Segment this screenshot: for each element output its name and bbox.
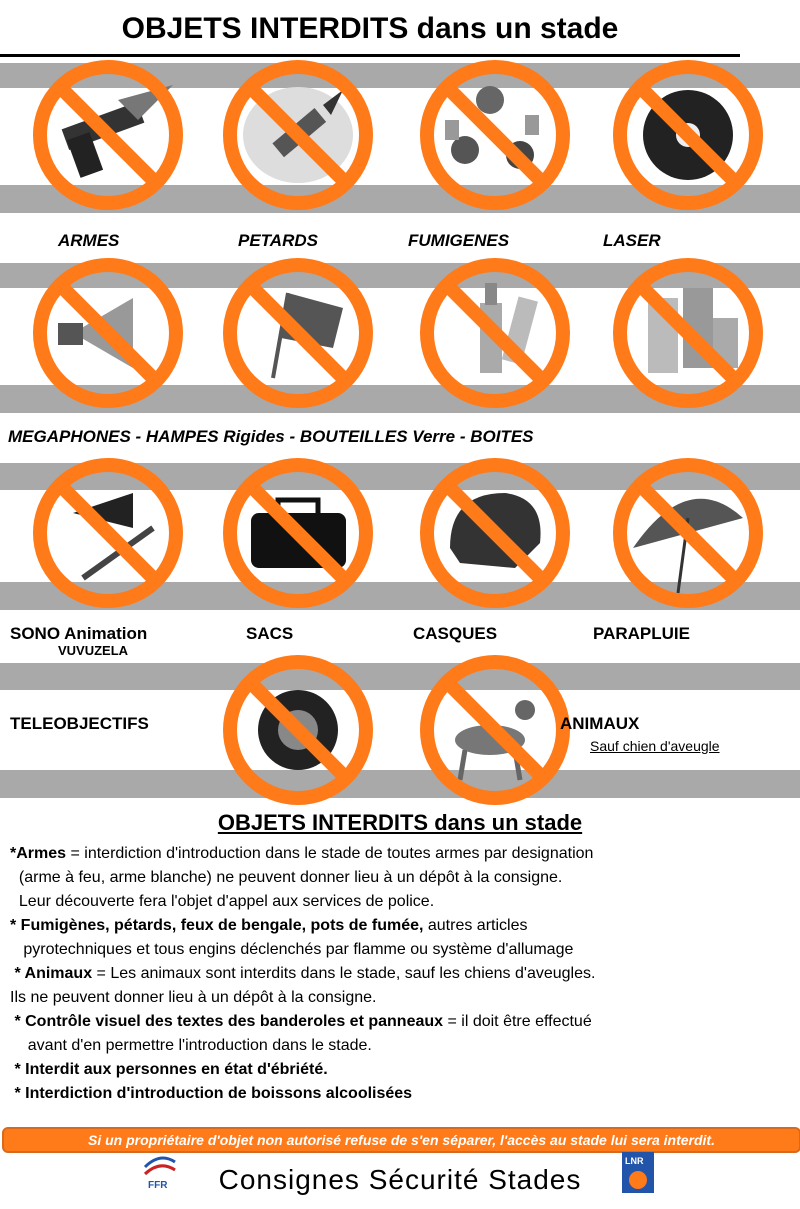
label-laser: LASER: [603, 231, 661, 250]
rule-line: [10, 1058, 790, 1082]
rule-text: (arme à feu, arme blanche) ne peuvent donner lieu à un dépôt à la consigne.: [10, 869, 563, 886]
rule-bold: * Interdiction d'introduction de boissons alcoolisées: [10, 1085, 413, 1102]
rule-line: [10, 914, 790, 938]
label-armes: ARMES: [58, 231, 120, 250]
laser-icon: [603, 60, 773, 210]
telephoto-lens-icon: [213, 655, 383, 805]
rule-line: [10, 842, 790, 866]
rule-line: [10, 1082, 790, 1106]
glass-bottle-icon: [410, 258, 580, 408]
label-vuvuzela: VUVUZELA: [58, 643, 129, 658]
rule-bold: * Contrôle visuel des textes des banderoles et panneaux: [10, 1013, 444, 1030]
svg-text:LNR: LNR: [625, 1156, 644, 1166]
label-petards: PETARDS: [238, 231, 318, 250]
rule-bold: * Animaux: [10, 965, 93, 982]
vuvuzela-icon: [23, 458, 193, 608]
rule-bold: * Fumigènes, pétards, feux de bengale, pots de fumée,: [10, 917, 424, 934]
helmet-icon: [410, 458, 580, 608]
page-title: OBJETS INTERDITS dans un stade: [0, 12, 740, 57]
band: [0, 770, 800, 798]
rule-line: [10, 1010, 790, 1034]
label-fumigenes: FUMIGENES: [408, 231, 510, 250]
dog-icon: [410, 655, 580, 805]
smoke-bomb-icon: [410, 60, 580, 210]
bag-icon: [213, 458, 383, 608]
firecracker-icon: [213, 60, 383, 210]
refusal-banner: Si un propriétaire d'objet non autorisé refuse de s'en séparer, l'accès au stade lui sera interdit.: [2, 1127, 800, 1153]
rule-line: [10, 890, 790, 914]
label-sono: SONO Animation: [10, 624, 148, 643]
rule-line: [10, 1034, 790, 1058]
footer: [0, 1160, 800, 1200]
label-parapluie: PARAPLUIE: [593, 624, 690, 643]
rule-text: autres articles: [423, 917, 528, 934]
footer-text: Consignes Sécurité Stades: [218, 1164, 582, 1195]
umbrella-icon: [603, 458, 773, 608]
rule-bold: *Armes: [10, 845, 67, 862]
rule-text: = interdiction d'introduction dans le stade de toutes armes par designation: [66, 845, 594, 862]
rule-line: [10, 866, 790, 890]
rule-text: = il doit être effectué: [443, 1013, 592, 1030]
label-row2: MEGAPHONES - HAMPES Rigides - BOUTEILLES Verre - BOITES: [8, 427, 534, 446]
gun-knife-icon: [23, 60, 193, 210]
label-sacs: SACS: [246, 624, 294, 643]
label-animaux: ANIMAUX: [560, 714, 640, 733]
lnr-logo: [620, 1150, 656, 1195]
rules-list: [10, 842, 790, 1106]
rule-line: [10, 986, 790, 1010]
rule-line: [10, 938, 790, 962]
rule-text: Leur découverte fera l'objet d'appel aux services de police.: [10, 893, 435, 910]
label-teleobjectifs: TELEOBJECTIFS: [10, 714, 149, 733]
rule-text: = Les animaux sont interdits dans le stade, sauf les chiens d'aveugles.: [92, 965, 596, 982]
rules-title: OBJETS INTERDITS dans un stade: [217, 810, 583, 835]
rule-text: Ils ne peuvent donner lieu à un dépôt à la consigne.: [10, 989, 377, 1006]
rule-text: avant d'en permettre l'introduction dans le stade.: [10, 1037, 372, 1054]
megaphone-icon: [23, 258, 193, 408]
cans-icon: [603, 258, 773, 408]
label-casques: CASQUES: [413, 624, 498, 643]
svg-text:FFR: FFR: [148, 1180, 168, 1191]
rule-bold: * Interdit aux personnes en état d'ébriété.: [10, 1061, 328, 1078]
note-guide-dog: Sauf chien d'aveugle: [590, 738, 720, 754]
rule-text: pyrotechniques et tous engins déclenchés par flamme ou système d'allumage: [10, 941, 574, 958]
rules-section: [10, 810, 790, 1106]
rule-line: [10, 962, 790, 986]
band: [0, 663, 800, 690]
flag-pole-icon: [213, 258, 383, 408]
